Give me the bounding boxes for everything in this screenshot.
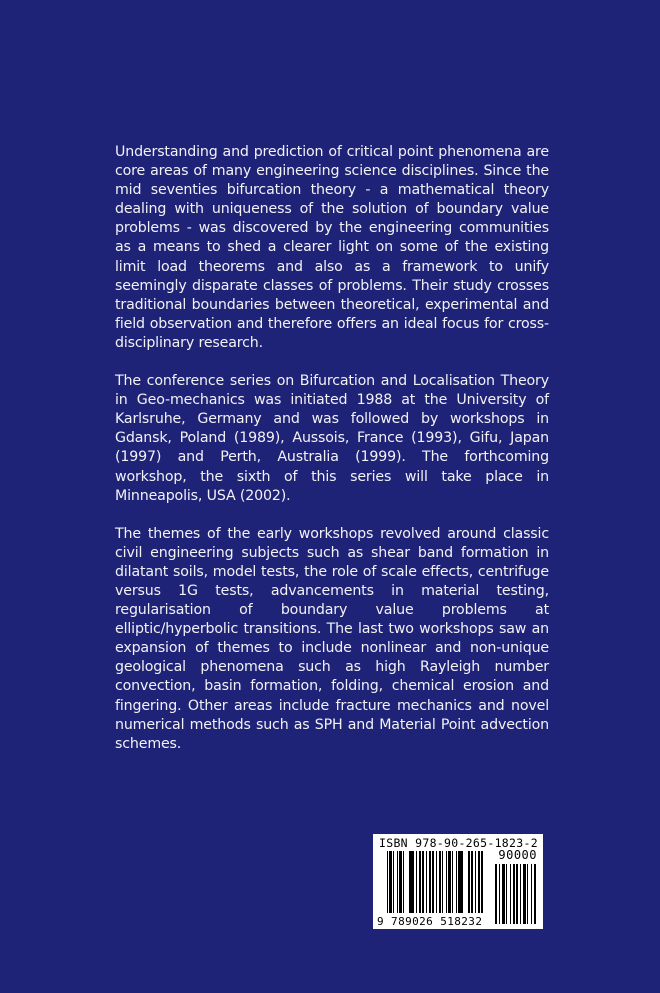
isbn-label: ISBN 978-90-265-1823-2: [379, 836, 538, 850]
paragraph-conference-series: The conference series on Bifurcation and Localisation Theory in Geo-mechanics was initiated 1988 at the University of Karlsruhe, Germany and was followed by workshops in Gdansk, Poland (1989), Aussois, France (1993), Gifu, Japan (1997) and Perth, Australia (1999). The forthcoming workshop, the sixth of this series will take place in Minneapolis, USA (2002).: [115, 373, 549, 504]
price-addon-code: 90000: [498, 848, 537, 862]
paragraph-intro: Understanding and prediction of critical point phenomena are core areas of many engineering science disciplines. Since the mid seventies bifurcation theory - a mathematical theory dealing with uniqueness of the solution of boundary value problems - was discovered by the engineering communities as a means to shed a clearer light on some of the existing limit load theorems and also as a framework to unify seemingly disparate classes of problems. Their study crosses traditional boundaries between theoretical, experimental and field observation and therefore offers an ideal focus for cross-disciplinary research.: [115, 144, 549, 351]
barcode-digits: 9 789026 518232: [377, 915, 483, 928]
isbn-barcode: [373, 834, 543, 929]
paragraph-themes: The themes of the early workshops revolved around classic civil engineering subjects such as shear band formation in dilatant soils, model tests, the role of scale effects, centrifuge versus 1G tests, advancements in material testing, regularisation of boundary value problems at elliptic/hyperbolic transitions. The last two workshops saw an expansion of themes to include nonlinear and non-unique geological phenomena such as high Rayleigh number convection, basin formation, folding, chemical erosion and fingering. Other areas include fracture mechanics and novel numerical methods such as SPH and Material Point advection schemes.: [115, 525, 549, 752]
addon-bars-icon: [495, 864, 537, 924]
back-cover-text: [115, 143, 549, 773]
barcode-bars-icon: [387, 851, 485, 913]
